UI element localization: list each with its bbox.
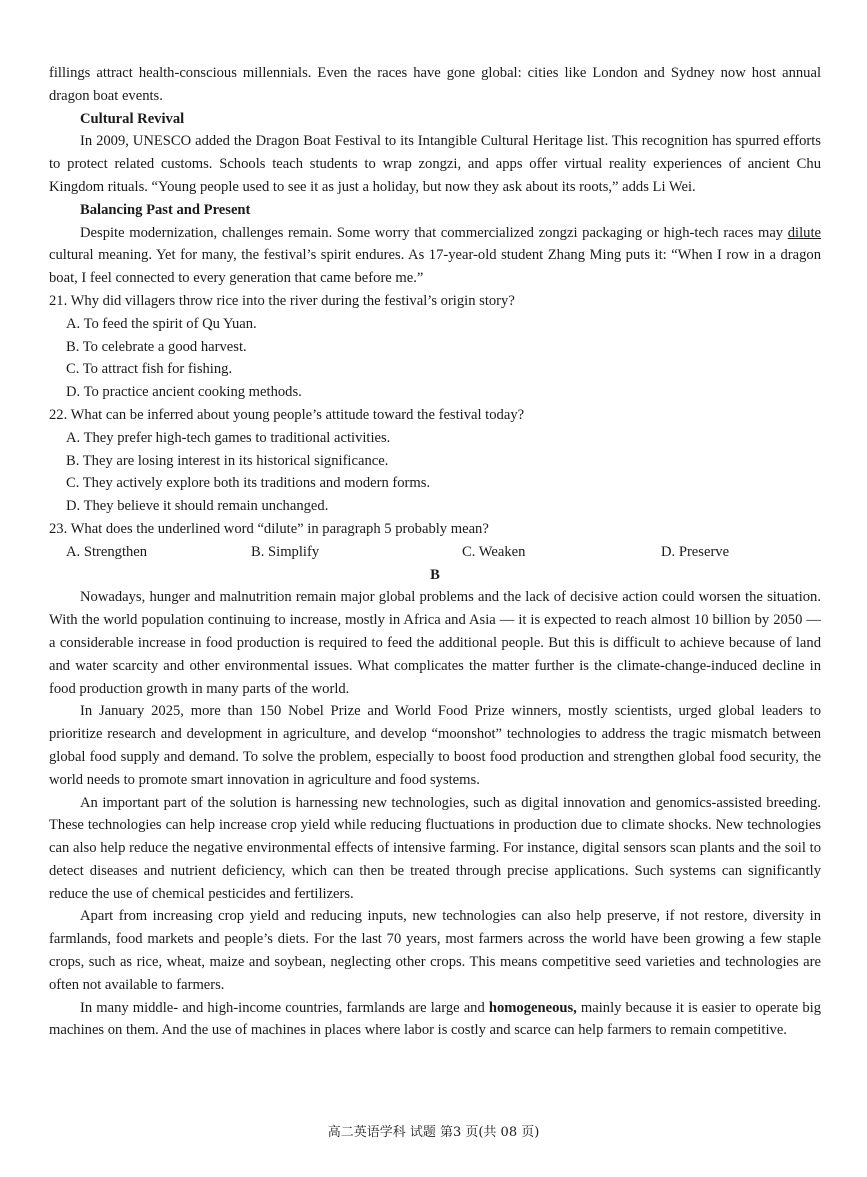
question-22-option-b: B. They are losing interest in its historical significance.: [66, 452, 389, 469]
passage-b-paragraph-1: Nowadays, hunger and malnutrition remain major global problems and the lack of decisive action could worsen the situation. With the world population continuing to increase, mostly in Africa and Asia — it is expected to reach almost 10 billion by 2050 — a considerable increase in food production is required to feed the additional people. But this is difficult to achieve because of land and water scarcity and other environmental issues. What complicates the matter further is the climate-change-induced decline in food production growth in many parts of the world.: [49, 589, 821, 697]
question-22: [49, 404, 821, 518]
passage-b-paragraph-5: [49, 997, 821, 1043]
section-b-label: B: [430, 566, 440, 583]
question-22-option-d: D. They believe it should remain unchanged.: [66, 498, 329, 515]
question-22-option-a: A. They prefer high-tech games to traditional activities.: [66, 429, 391, 446]
question-23-option-b: B. Simplify: [251, 543, 320, 560]
paragraph-5-part2: mainly because it is easier to operate big machines on them. And the use of machines in places where labor is costly and scarce can help farmers to remain competitive.: [49, 999, 821, 1039]
paragraph-5-part1: In many middle- and high-income countries, farmlands are large and: [80, 999, 489, 1016]
question-23: [49, 518, 821, 564]
question-21-option-b: B. To celebrate a good harvest.: [66, 338, 247, 355]
passage-b-paragraph-4: Apart from increasing crop yield and reducing inputs, new technologies can also help preserve, if not restore, diversity in farmlands, food markets and people’s diets. For the last 70 years, most farmers across the world have been growing a few staple crops, such as rice, wheat, maize and soybean, neglecting other crops. This means competitive seed varieties and technologies are often not available to farmers.: [49, 908, 821, 993]
passage-b-paragraph-2: In January 2025, more than 150 Nobel Prize and World Food Prize winners, mostly scientists, urged global leaders to prioritize research and development in agriculture, and develop “moonshot” technologies to address the tragic mismatch between global food supply and demand. To solve the problem, especially to boost food production and strengthen global food security, the world needs to promote smart innovation in agriculture and food systems.: [49, 703, 821, 788]
page-footer: 高二英语学科 试题 第3 页(共 08 页): [327, 1125, 540, 1140]
question-23-stem: 23. What does the underlined word “dilute” in paragraph 5 probably mean?: [49, 520, 489, 537]
question-23-option-c: C. Weaken: [462, 543, 526, 560]
question-22-stem: 22. What can be inferred about young people’s attitude toward the festival today?: [49, 406, 525, 423]
passage-a-continued-paragraph: fillings attract health-conscious millennials. Even the races have gone global: cities like London and Sydney now host annual dragon boat events.: [49, 65, 821, 104]
passage-b-paragraph-3: An important part of the solution is harnessing new technologies, such as digital innovation and genomics-assisted breeding. These technologies can help increase crop yield while reducing fluctuations in production due to climate shocks. New technologies can also help reduce the negative environmental effects of intensive farming. For instance, digital sensors scan plants and the soil to detect diseases and nutrient deficiency, which can then be treated through precise applications. Such systems can significantly reduce the use of chemical pesticides and fertilizers.: [49, 794, 821, 902]
question-22-option-c: C. They actively explore both its traditions and modern forms.: [66, 475, 431, 492]
question-21: [49, 290, 821, 404]
paragraph-cultural-revival: In 2009, UNESCO added the Dragon Boat Festival to its Intangible Cultural Heritage list. This recognition has spurred efforts to protect related customs. Schools teach students to wrap zongzi, and apps offer virtual reality experiences of ancient Chu Kingdom rituals. “Young people used to see it as just a holiday, but now they ask about its roots,” adds Li Wei.: [49, 133, 821, 195]
exam-page: [49, 62, 821, 1042]
paragraph-balancing-part1: Despite modernization, challenges remain. Some worry that commercialized zongzi packaging or high-tech races may: [80, 224, 788, 241]
question-21-option-d: D. To practice ancient cooking methods.: [66, 384, 302, 401]
question-23-option-d: D. Preserve: [661, 543, 730, 560]
bold-word-homogeneous: homogeneous,: [488, 999, 577, 1016]
heading-cultural-revival: Cultural Revival: [80, 110, 185, 127]
question-23-options: [49, 541, 821, 564]
underlined-word-dilute: dilute: [787, 224, 821, 241]
question-21-option-c: C. To attract fish for fishing.: [66, 361, 233, 378]
heading-balancing-past-present: Balancing Past and Present: [80, 201, 251, 218]
question-21-option-a: A. To feed the spirit of Qu Yuan.: [66, 315, 257, 332]
question-21-stem: 21. Why did villagers throw rice into the river during the festival’s origin story?: [49, 292, 515, 309]
paragraph-balancing-part2: cultural meaning. Yet for many, the festival’s spirit endures. As 17-year-old student Zhang Ming puts it: “When I row in a dragon boat, I feel connected to every generation that came before me.”: [49, 247, 821, 287]
question-23-option-a: A. Strengthen: [66, 543, 148, 560]
paragraph-balancing: [49, 222, 821, 290]
